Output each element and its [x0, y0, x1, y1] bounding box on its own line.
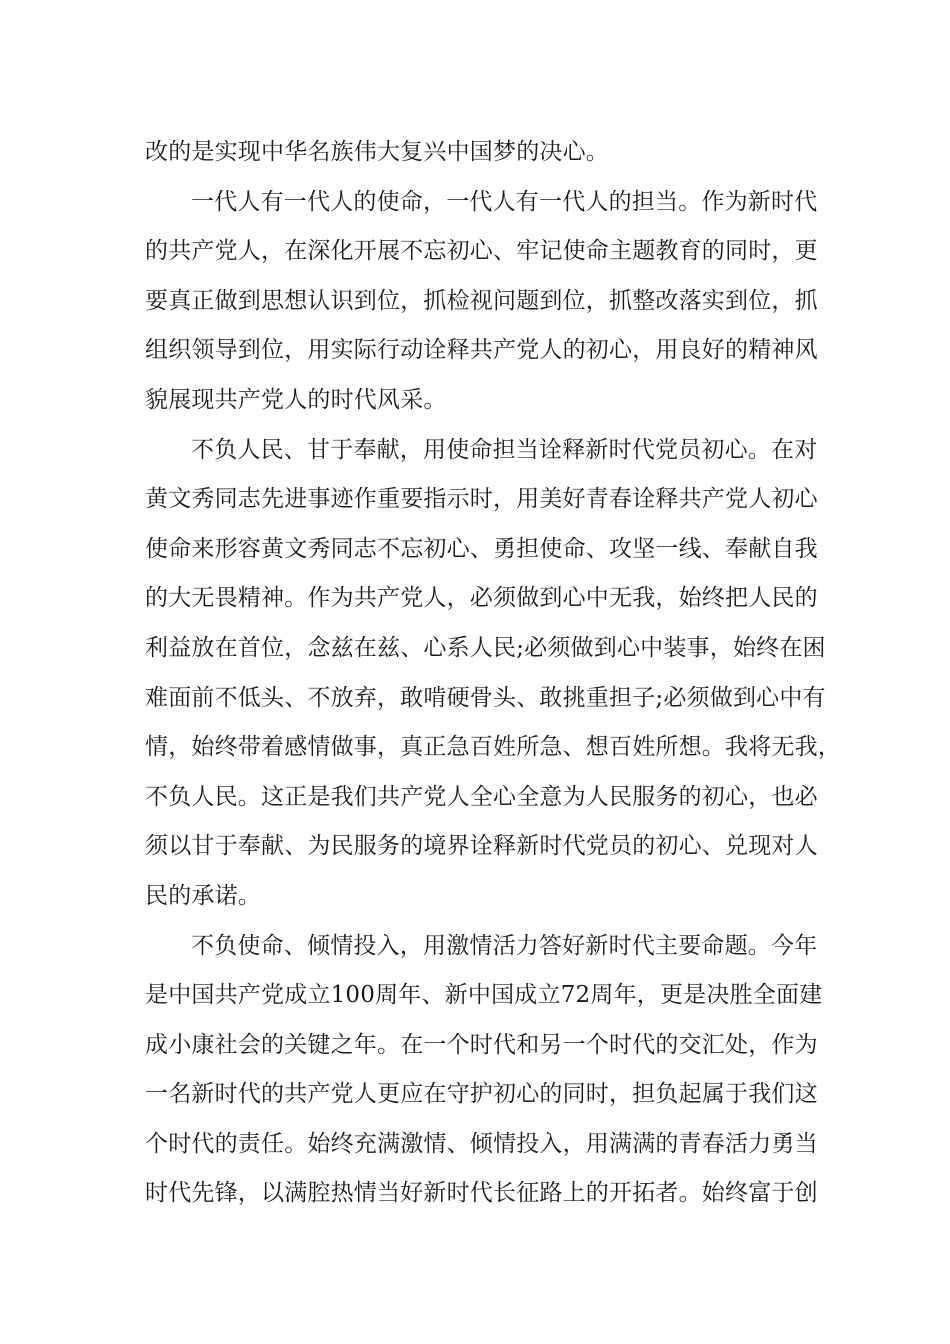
text-line: 的共产党人，在深化开展不忘初心、牢记使命主题教育的同时，更: [145, 238, 818, 265]
paragraph-2: [145, 178, 821, 426]
text-line: 改的是实现中华名族伟大复兴中国梦的决心。: [145, 139, 609, 165]
text-line: 一代人有一代人的使命，一代人有一代人的担当。作为新时代: [191, 188, 818, 215]
body-text: [145, 128, 841, 1219]
text-line: 难面前不低头、不放弃，敢啃硬骨头、敢挑重担子;必须做到心中有: [145, 684, 826, 711]
text-line: 情，始终带着感情做事，真正急百姓所急、想百姓所想。我将无我，: [145, 734, 841, 761]
text-line: 利益放在首位，念兹在兹、心系人民;必须做到心中装事，始终在困: [145, 634, 826, 661]
text-line: 貌展现共产党人的时代风采。: [145, 386, 447, 413]
text-line: 不负人民。这正是我们共产党人全心全意为人民服务的初心，也必: [145, 783, 818, 810]
text-line: 组织领导到位，用实际行动诠释共产党人的初心，用良好的精神风: [145, 337, 818, 364]
text-line: 不负人民、甘于奉献，用使命担当诠释新时代党员初心。在对: [191, 436, 818, 463]
paragraph-4: [145, 922, 821, 1220]
text-line: 时代先锋，以满腔热情当好新时代长征路上的开拓者。始终富于创: [145, 1180, 818, 1207]
paragraph-1: [145, 128, 821, 178]
text-line: 成小康社会的关键之年。在一个时代和另一个时代的交汇处，作为: [145, 1031, 818, 1058]
text-line: 要真正做到思想认识到位，抓检视问题到位，抓整改落实到位，抓: [145, 287, 818, 314]
text-line: 使命来形容黄文秀同志不忘初心、勇担使命、攻坚一线、奉献自我: [145, 535, 818, 562]
text-line: 个时代的责任。始终充满激情、倾情投入，用满满的青春活力勇当: [145, 1130, 818, 1157]
paragraph-3: [145, 426, 841, 922]
text-line: 须以甘于奉献、为民服务的境界诠释新时代党员的初心、兑现对人: [145, 833, 818, 860]
text-line: 一名新时代的共产党人更应在守护初心的同时，担负起属于我们这: [145, 1081, 818, 1108]
text-line: 是中国共产党成立100周年、新中国成立72周年，更是决胜全面建: [145, 982, 823, 1009]
text-line: 民的承诺。: [145, 882, 261, 909]
text-line: 黄文秀同志先进事迹作重要指示时，用美好青春诠释共产党人初心: [145, 486, 818, 513]
text-line: 不负使命、倾情投入，用激情活力答好新时代主要命题。今年: [191, 932, 818, 959]
text-line: 的大无畏精神。作为共产党人，必须做到心中无我，始终把人民的: [145, 585, 818, 612]
